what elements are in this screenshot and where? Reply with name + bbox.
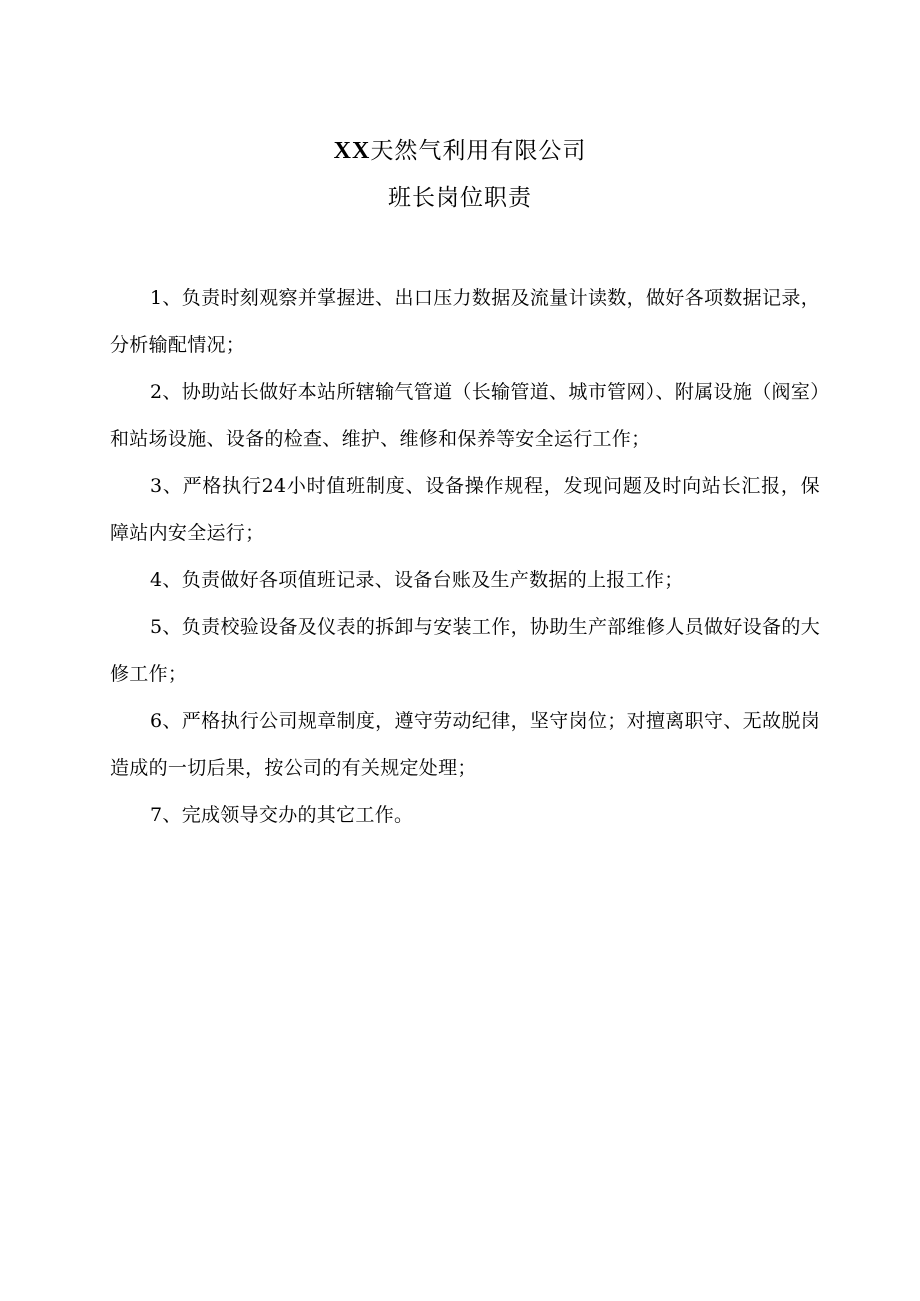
duty-item-2: 2、协助站长做好本站所辖输气管道（长输管道、城市管网）、附属设施（阀室）和站场设施、设备的检查、维护、维修和保养等安全运行工作； bbox=[110, 381, 820, 450]
duty-item-7: 7、完成领导交办的其它工作。 bbox=[150, 804, 414, 826]
duties-list bbox=[110, 275, 820, 839]
duty-item-1: 1、负责时刻观察并掌握进、出口压力数据及流量计读数，做好各项数据记录，分析输配情况； bbox=[110, 287, 820, 356]
company-name: 天然气利用有限公司 bbox=[370, 138, 587, 164]
duty-item-5: 5、负责校验设备及仪表的拆卸与安装工作，协助生产部维修人员做好设备的大修工作； bbox=[110, 616, 820, 685]
company-prefix: XX bbox=[333, 138, 371, 164]
duty-item-6: 6、严格执行公司规章制度，遵守劳动纪律，坚守岗位；对擅离职守、无故脱岗造成的一切后果，按公司的有关规定处理； bbox=[110, 710, 820, 779]
company-title bbox=[0, 136, 920, 166]
duty-item-3: 3、严格执行24小时值班制度、设备操作规程，发现问题及时向站长汇报，保障站内安全运行； bbox=[110, 475, 820, 544]
document-title: 班长岗位职责 bbox=[388, 185, 532, 211]
duty-item-4: 4、负责做好各项值班记录、设备台账及生产数据的上报工作； bbox=[150, 569, 684, 591]
